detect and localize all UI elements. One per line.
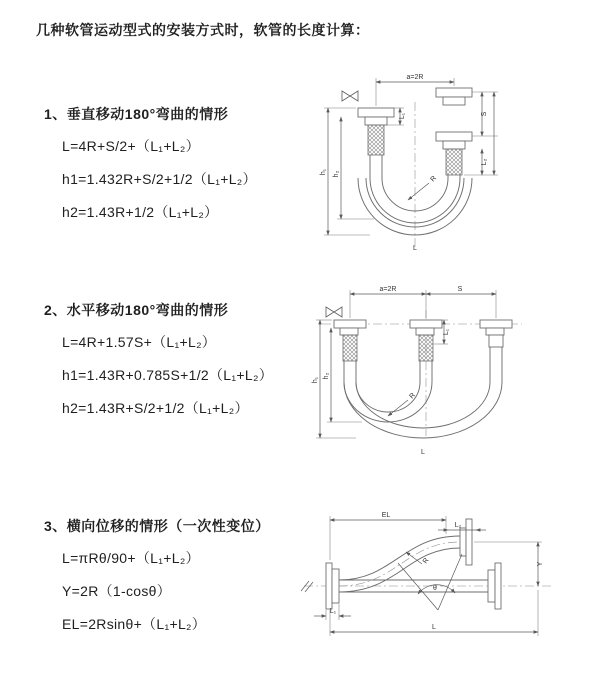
axis-break-mark [301, 581, 313, 592]
section-3-formula-L: L=πRθ/90+（L₁+L₂） [62, 550, 200, 566]
hose-outline [356, 361, 420, 412]
dim-label-l2: L₂ [481, 158, 488, 166]
left-flange [326, 563, 339, 609]
dim-label-h2: h₂ [323, 372, 330, 380]
vertical-bend-diagram [312, 70, 527, 254]
dim-label-l2: L₂ [454, 522, 462, 529]
section-3-formula-Y: Y=2R（1-cosθ） [62, 583, 172, 599]
section-3-heading: 3、横向位移的情形（一次性变位） [44, 518, 270, 534]
section-2-formula-h2: h2=1.43R+S/2+1/2（L₁+L₂） [62, 400, 249, 416]
braid-section [419, 335, 433, 361]
right-fitting-lower [436, 132, 472, 175]
length-label: L [413, 245, 417, 252]
radius-label: R [429, 174, 438, 184]
dim-label-l1: L₁ [399, 112, 406, 120]
radius-label: R [408, 391, 417, 401]
section-1-heading: 1、垂直移动180°弯曲的情形 [44, 106, 229, 122]
dim-label-span: a=2R [406, 74, 424, 81]
section-1-formula-L: L=4R+S/2+（L₁+L₂） [62, 138, 200, 154]
angle-label: θ [433, 585, 437, 592]
radius-construction-line [438, 554, 462, 610]
middle-fitting [410, 320, 442, 361]
dim-label-length: L [432, 624, 436, 631]
dim-label-s: S [457, 286, 463, 293]
right-flange-displaced [460, 519, 472, 565]
dim-label-l1: L₁ [329, 608, 337, 615]
radius-label: R [421, 556, 431, 566]
section-1-formula-h1: h1=1.432R+S/2+1/2（L₁+L₂） [62, 171, 257, 187]
section-1 [44, 104, 344, 235]
radius-construction-line [398, 563, 438, 610]
section-2 [44, 300, 344, 431]
dim-label-el: EL [381, 512, 391, 519]
braid-section [368, 125, 384, 155]
dim-label-h1: h₁ [312, 376, 319, 384]
section-2-formula-L: L=4R+1.57S+（L₁+L₂） [62, 334, 217, 350]
section-1-formula-h2: h2=1.43R+1/2（L₁+L₂） [62, 204, 219, 220]
dim-label-y: Y [537, 561, 544, 567]
dim-label-h1: h₁ [320, 168, 327, 176]
hose-moved-position [366, 178, 464, 227]
radius-leader [408, 183, 429, 200]
valve-icon [326, 307, 342, 317]
lateral-displacement-diagram [298, 506, 560, 648]
braid-section [343, 335, 357, 361]
right-fitting-upper [436, 88, 472, 105]
section-2-heading: 2、水平移动180°弯曲的情形 [44, 302, 229, 318]
braid-section [446, 149, 462, 175]
right-flange-original [488, 563, 501, 609]
section-2-formula-h1: h1=1.43R+0.785S+1/2（L₁+L₂） [62, 367, 273, 383]
dim-label-l1: L₁ [443, 328, 450, 336]
left-fitting [358, 108, 394, 155]
dim-label-h2: h₂ [333, 170, 340, 178]
hose-displaced [339, 536, 460, 580]
right-fitting-moved [480, 320, 512, 347]
horizontal-bend-diagram [308, 284, 538, 458]
length-label: L [421, 449, 425, 456]
dim-label-span: a=2R [379, 286, 397, 293]
left-fitting [334, 320, 366, 361]
valve-icon [342, 91, 358, 101]
hose-centerline [339, 542, 460, 586]
dim-label-s: S [481, 111, 488, 117]
page-title: 几种软管运动型式的安装方式时，软管的长度计算： [36, 22, 370, 38]
section-3-formula-EL: EL=2Rsinθ+（L₁+L₂） [62, 616, 207, 632]
